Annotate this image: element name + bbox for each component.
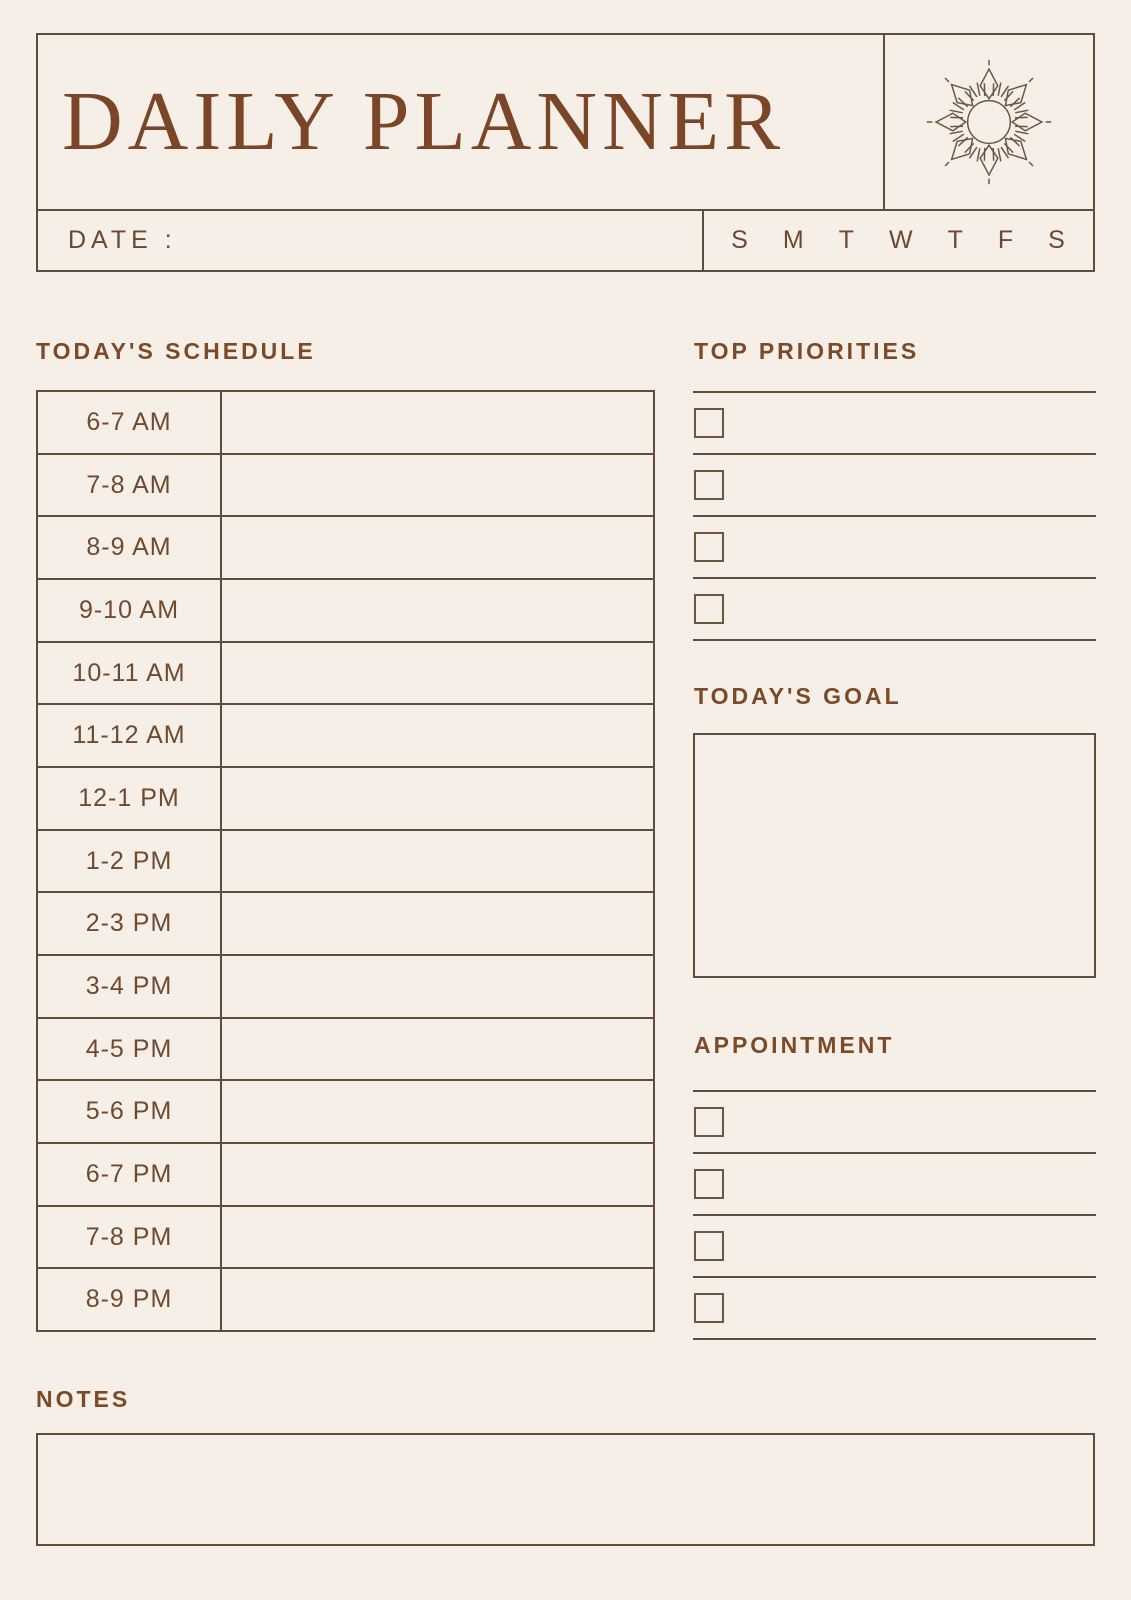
appointment-checkbox[interactable] (694, 1169, 724, 1199)
schedule-entry-cell[interactable] (222, 517, 653, 578)
appointment-item (693, 1092, 1096, 1154)
table-row (38, 1019, 653, 1082)
time-label: 1-2 PM (38, 831, 222, 892)
schedule-entry-cell[interactable] (222, 392, 653, 453)
time-label: 6-7 PM (38, 1144, 222, 1205)
priority-write-line[interactable] (724, 455, 1096, 515)
appointment-checkbox[interactable] (694, 1107, 724, 1137)
table-row (38, 1269, 653, 1330)
schedule-table (36, 390, 655, 1332)
table-row (38, 517, 653, 580)
appointment-write-line[interactable] (724, 1092, 1096, 1152)
priority-item (693, 517, 1096, 579)
appointment-list (693, 1090, 1096, 1340)
notes-heading: NOTES (36, 1386, 131, 1412)
weekday-sunday[interactable]: S (731, 226, 749, 254)
priority-item (693, 393, 1096, 455)
weekday-wednesday[interactable]: W (888, 226, 914, 254)
title-cell (38, 35, 883, 209)
priority-item (693, 455, 1096, 517)
priority-checkbox[interactable] (694, 408, 724, 438)
planner-header (36, 33, 1095, 211)
time-label: 11-12 AM (38, 705, 222, 766)
page-title: DAILY PLANNER (62, 75, 786, 168)
table-row (38, 956, 653, 1019)
time-label: 6-7 AM (38, 392, 222, 453)
priority-checkbox[interactable] (694, 594, 724, 624)
time-label: 3-4 PM (38, 956, 222, 1017)
priority-write-line[interactable] (724, 579, 1096, 639)
appointment-item (693, 1278, 1096, 1340)
table-row (38, 392, 653, 455)
appointment-heading: APPOINTMENT (694, 1032, 895, 1058)
schedule-entry-cell[interactable] (222, 1019, 653, 1080)
schedule-entry-cell[interactable] (222, 705, 653, 766)
time-label: 2-3 PM (38, 893, 222, 954)
schedule-entry-cell[interactable] (222, 643, 653, 704)
priority-write-line[interactable] (724, 393, 1096, 453)
schedule-entry-cell[interactable] (222, 1269, 653, 1330)
time-label: 7-8 AM (38, 455, 222, 516)
time-label: 12-1 PM (38, 768, 222, 829)
table-row (38, 893, 653, 956)
table-row (38, 1081, 653, 1144)
schedule-entry-cell[interactable] (222, 455, 653, 516)
schedule-entry-cell[interactable] (222, 1144, 653, 1205)
appointment-item (693, 1154, 1096, 1216)
schedule-entry-cell[interactable] (222, 768, 653, 829)
table-row (38, 705, 653, 768)
appointment-checkbox[interactable] (694, 1293, 724, 1323)
time-label: 5-6 PM (38, 1081, 222, 1142)
time-label: 4-5 PM (38, 1019, 222, 1080)
appointment-write-line[interactable] (724, 1278, 1096, 1338)
weekday-monday[interactable]: M (782, 226, 805, 254)
priority-checkbox[interactable] (694, 532, 724, 562)
sun-icon (924, 57, 1054, 187)
sun-cell (883, 35, 1093, 209)
goal-input-box[interactable] (693, 733, 1096, 978)
table-row (38, 580, 653, 643)
weekday-selector (704, 211, 1093, 270)
time-label: 7-8 PM (38, 1207, 222, 1268)
date-label: DATE : (68, 226, 177, 254)
priority-item (693, 579, 1096, 641)
schedule-entry-cell[interactable] (222, 1207, 653, 1268)
weekday-saturday[interactable]: S (1048, 226, 1066, 254)
appointment-item (693, 1216, 1096, 1278)
schedule-entry-cell[interactable] (222, 831, 653, 892)
priority-write-line[interactable] (724, 517, 1096, 577)
appointment-write-line[interactable] (724, 1154, 1096, 1214)
weekday-thursday[interactable]: T (947, 226, 964, 254)
priorities-list (693, 391, 1096, 641)
appointment-write-line[interactable] (724, 1216, 1096, 1276)
table-row (38, 455, 653, 518)
notes-input-box[interactable] (36, 1433, 1095, 1546)
schedule-entry-cell[interactable] (222, 1081, 653, 1142)
time-label: 8-9 AM (38, 517, 222, 578)
schedule-heading: TODAY'S SCHEDULE (36, 338, 316, 364)
weekday-tuesday[interactable]: T (838, 226, 855, 254)
table-row (38, 1207, 653, 1270)
table-row (38, 831, 653, 894)
appointment-checkbox[interactable] (694, 1231, 724, 1261)
priority-checkbox[interactable] (694, 470, 724, 500)
table-row (38, 768, 653, 831)
date-input-area[interactable] (177, 211, 702, 270)
goal-heading: TODAY'S GOAL (694, 683, 902, 709)
weekday-friday[interactable]: F (997, 226, 1015, 254)
table-row (38, 1144, 653, 1207)
priorities-heading: TOP PRIORITIES (694, 338, 920, 364)
date-cell (38, 211, 704, 270)
time-label: 9-10 AM (38, 580, 222, 641)
time-label: 8-9 PM (38, 1269, 222, 1330)
table-row (38, 643, 653, 706)
date-row (36, 209, 1095, 272)
schedule-entry-cell[interactable] (222, 956, 653, 1017)
schedule-entry-cell[interactable] (222, 893, 653, 954)
schedule-entry-cell[interactable] (222, 580, 653, 641)
time-label: 10-11 AM (38, 643, 222, 704)
